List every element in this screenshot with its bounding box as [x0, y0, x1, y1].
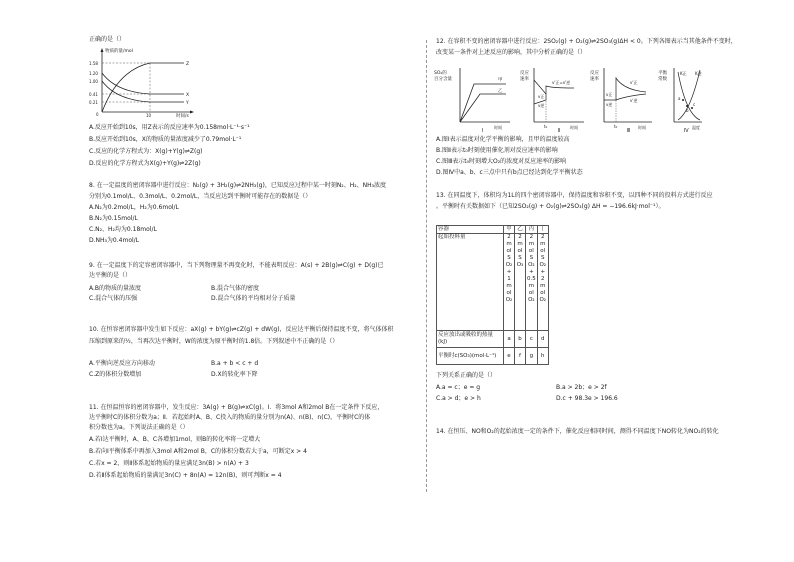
graph-IV-k-reverse: K逆 [695, 71, 702, 76]
graph-IV-k-forward: K正 [680, 71, 687, 76]
q1-option-a: A.反应开始到10s，用Z表示的反应速率为0.158mol·L⁻¹·s⁻¹ [89, 124, 250, 131]
q13-after-text: 下列关系正确的是（） [436, 372, 497, 379]
graph-IV-point-c: c [693, 102, 696, 107]
graph-IV-xlabel: 温度 [692, 125, 700, 130]
graph-II-label: Ⅱ [558, 128, 561, 132]
graph-III-v-forward: v正 [606, 92, 613, 97]
ytick-1: 1.58 [89, 61, 98, 66]
q10-option-a: A.平衡向逆反应方向移动 [89, 360, 155, 367]
row-label-initial-amount: 起始投料量 [437, 234, 504, 331]
graph-I [434, 68, 510, 132]
q12-option-b: B.图Ⅱ表示t₀时刻使用催化剂对反应速率的影响 [436, 147, 558, 154]
graph1-ylabel: 物质的量/mol [105, 49, 133, 54]
graph-III-label: Ⅲ [627, 128, 631, 132]
q11-option-c: C.若x = 2，则Ⅱ体系起始物质的量应满足3n(B) > n(A) + 3 [89, 460, 249, 467]
ytick-2: 1.20 [89, 71, 98, 76]
q11-option-a: A.若Ⅰ达平衡时，A、B、C各增加1mol，则B的转化率将一定增大 [89, 436, 261, 443]
q13-option-c: C.a > d；e > h [436, 395, 481, 402]
graph-IV-ylabel-1: 平衡 [658, 71, 667, 76]
q10-option-c: C.Z的体积分数增加 [89, 371, 142, 378]
q11-stem-line2: 达平衡时C的体积分数为a；Ⅱ．若起始时A、B、C投入的物质的量分别为n(A)、n(B)、n(C)，平衡时C的体 [89, 414, 371, 421]
graph-II-ylabel-1: 反应 [520, 71, 529, 76]
q9-option-a: A.B的物质的量浓度 [89, 285, 142, 292]
q8-option-b: B.N₂为0.15mol/L [89, 215, 138, 222]
ytick-5: 0.21 [89, 100, 98, 105]
q9-option-b: B.混合气体的密度 [211, 285, 260, 292]
q9-stem-line1: 9. 在一定温度下的定容密闭容器中，当下列物理量不再变化时，不能表明反应：A(s) + 2B(g)⇌C(g) + D(g)已 [89, 262, 384, 269]
graph-II-ylabel-2: 速率 [520, 77, 529, 82]
table-header-jia: 甲 [504, 226, 515, 234]
q12-option-a: A.图Ⅰ表示温度对化学平衡的影响，且甲的温度较高 [436, 136, 570, 143]
graph-II-t0: t₀ [544, 124, 548, 129]
row-label-heat: 反应放出或吸收的热量(kJ) [437, 331, 504, 348]
graph-III-v-reverse: v逆 [606, 102, 613, 107]
graph-II-v-forward: v正 [538, 94, 545, 99]
graph1-xlabel: 时间/s [176, 114, 189, 118]
q1-option-b: B.反应开始到10s，X的物质的量浓度减少了0.79mol·L⁻¹ [89, 136, 242, 143]
row-label-so3: 平衡时c(SO₃)(mol·L⁻¹) [437, 348, 504, 365]
table-header-row [437, 226, 549, 234]
graph-III-v-reverse-prime: v'逆 [630, 98, 638, 103]
q1-option-c: C.反应的化学方程式为：X(g)+Y(g)⇌Z(g) [89, 148, 203, 155]
cell-initial-yi: 2 m ol S O₃ [515, 234, 526, 331]
graph-III [590, 68, 652, 132]
graph-I-ylabel-2: 百分含量 [434, 77, 452, 82]
question-intro: 正确的是（） [89, 36, 126, 43]
q8-option-d: D.NH₃为0.4mol/L [89, 237, 140, 244]
graph-III-ylabel-2: 速率 [590, 77, 599, 82]
q10-option-d: D.X的转化率下降 [211, 371, 258, 378]
curve-label-y: Y [186, 101, 189, 106]
graph-I-ylabel-1: SO₂的 [434, 71, 447, 76]
ytick-3: 1.00 [89, 79, 98, 84]
q8-option-a: A.N₂为0.2mol/L，H₂为0.6mol/L [89, 204, 179, 211]
q8-stem-line1: 8. 在一定温度的密闭容器中进行反应：N₂(g) + 3H₂(g)⇌2NH₃(g)，已知反应过程中某一时刻N₂、H₂、NH₃浓度 [89, 182, 387, 189]
q11-option-b: B.若向Ⅰ平衡体系中再加入3mol A和2mol B，C的体积分数若大于a，可断定x > 4 [89, 448, 307, 455]
q9-option-d: D.混合气体的平均相对分子质量 [211, 295, 296, 302]
table-header-container: 容器 [437, 226, 504, 234]
table-row-heat [437, 331, 549, 348]
ytick-6: 0 [96, 112, 99, 117]
curve-label-z: Z [186, 62, 190, 67]
q9-option-c: C.混合气体的压强 [89, 295, 138, 302]
q10-stem-line2: 压缩到原来的½，当再次达平衡时，W的浓度为原平衡时的1.8倍。下列叙述中不正确的是（） [89, 338, 339, 345]
cell-heat-c: c [526, 331, 538, 348]
q10-stem-line1: 10. 在恒容密闭容器中发生如下反应：aX(g) + bY(g)⇌cZ(g) + dW(g)，反应达平衡后保持温度不变，将气体体积 [89, 326, 394, 333]
graph-I-xlabel: 时间 [494, 125, 502, 130]
q12-graphs [434, 60, 704, 132]
graph-I-label: Ⅰ [482, 128, 484, 132]
cell-initial-ding: 2 m ol S O₂ + 2 m ol O₂ [537, 234, 548, 331]
graph-II [520, 68, 584, 132]
q8-option-c: C.N₂、H₂均为0.18mol/L [89, 226, 157, 233]
graph-III-ylabel-1: 反应 [590, 71, 599, 76]
q10-option-b: B.a + b < c + d [211, 360, 259, 367]
xtick-10: 10 [146, 113, 152, 118]
graph-II-xlabel: 时间 [570, 125, 578, 130]
cell-initial-bing: 2 m ol S O₂ + 0.5 m ol O₂ [526, 234, 538, 331]
graph-II-v-equal: v'正=v'逆 [552, 80, 571, 85]
cell-so3-e: e [504, 348, 515, 365]
ytick-4: 0.41 [89, 92, 98, 97]
q11-option-d: D.若Ⅱ体系起始物质的量满足3n(C) + 8n(A) = 12n(B)，则可判断x = 4 [89, 472, 282, 479]
q12-option-d: D.图Ⅳ中a、b、c三点中只有b点已经达到化学平衡状态 [436, 169, 583, 176]
column-divider [426, 40, 427, 492]
cell-heat-a: a [504, 331, 515, 348]
graph-IV-point-b: b [686, 108, 689, 113]
graph-IV [658, 68, 702, 132]
cell-initial-jia: 2 m ol S O₂ + 1 m ol O₂ [504, 234, 515, 331]
q12-stem-line2: 改变某一条件对上述反应的影响，其中分析正确的是（） [436, 49, 587, 56]
graph-IV-label: Ⅳ [684, 128, 689, 132]
q12-stem-line1: 12. 在容积不变的密闭容器中进行反应：2SO₂(g) + O₂(g)⇌2SO₃(g)ΔH < 0。下列各图表示当其他条件不变时， [436, 38, 737, 45]
cell-so3-f: f [515, 348, 526, 365]
graph-III-t0: t₀ [614, 124, 618, 129]
table-row-initial-amount [437, 234, 549, 331]
q13-option-a: A.a = c；e = g [436, 384, 481, 391]
q12-option-c: C.图Ⅲ表示t₀时刻增大O₂的浓度对反应速率的影响 [436, 158, 567, 165]
q13-option-b: B.a > 2b；e > 2f [556, 384, 607, 391]
q11-stem-line1: 11. 在恒温恒容的密闭容器中，发生反应：3A(g) + B(g)⇌xC(g)。Ⅰ．将3mol A和2mol B在一定条件下反应， [89, 404, 384, 411]
q13-stem-line1: 13. 在同温度下，体积均为1L的四个密闭容器中，保持温度和容积不变，以四种不同的投料方式进行反应 [436, 192, 713, 199]
curve-label-x: X [186, 93, 190, 98]
q14-stem: 14. 在恒压、NO和O₂的起始浓度一定的条件下，催化反应相同时间，测得不同温度下NO转化为NO₂的转化 [436, 428, 719, 435]
q8-stem-line2: 分别为0.1mol/L、0.3mol/L、0.2mol/L，当反应达到平衡时可能存在的数据是（） [89, 193, 312, 200]
cell-so3-h: h [537, 348, 548, 365]
table-header-yi: 乙 [515, 226, 526, 234]
q11-stem-line3: 积分数也为a。下列说法正确的是（） [89, 424, 189, 431]
graph-I-line-jia: 甲 [498, 78, 503, 83]
table-header-ding: 丁 [537, 226, 548, 234]
table-header-bing: 丙 [526, 226, 538, 234]
graph-III-xlabel: 时间 [638, 125, 646, 130]
q1-option-d: D.反应的化学方程式为X(g)+Y(g)⇌2Z(g) [89, 160, 201, 167]
q13-data-table [436, 225, 549, 365]
cell-so3-g: g [526, 348, 538, 365]
graph-substance-amount [88, 46, 200, 118]
graph-III-v-forward-prime: v'正 [630, 80, 638, 85]
graph-I-line-yi: 乙 [498, 89, 503, 94]
cell-heat-d: d [537, 331, 548, 348]
q9-stem-line2: 达平衡的是（） [89, 272, 132, 279]
cell-heat-b: b [515, 331, 526, 348]
table-row-so3 [437, 348, 549, 365]
graph-IV-point-a: a [678, 96, 681, 101]
q13-option-d: D.c + 98.3e > 196.6 [556, 395, 618, 402]
graph-IV-ylabel-2: 常数 [658, 77, 667, 82]
q13-stem-line2: 。平衡时有关数据如下（已知2SO₂(g) + O₂(g)⇌2SO₃(g) ΔH = −196.6kJ·mol⁻¹）。 [436, 203, 665, 210]
graph-II-v-reverse: v逆 [538, 103, 545, 108]
